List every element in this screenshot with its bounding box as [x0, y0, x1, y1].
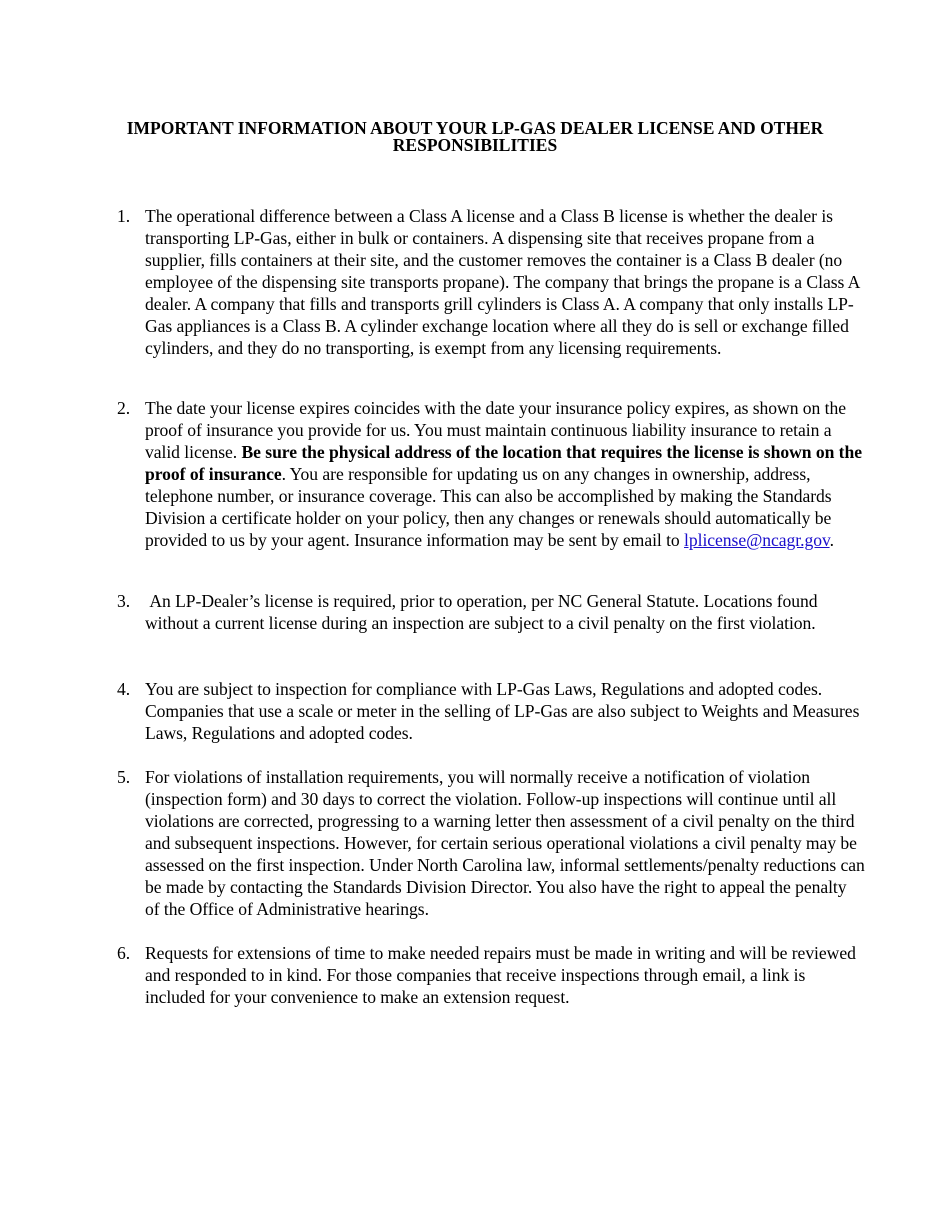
list-item	[117, 942, 865, 1008]
list-item	[117, 205, 865, 359]
item-number: 6.	[117, 943, 131, 963]
item-text-end: .	[829, 530, 834, 550]
item-number: 5.	[117, 767, 131, 787]
title-line-1: IMPORTANT INFORMATION ABOUT YOUR LP-GAS DEALER LICENSE AND OTHER	[126, 118, 824, 138]
item-text-emphasis: Be sure the physical address of the location that requires the license is shown on the proof of insurance	[145, 442, 862, 484]
document-title	[80, 120, 870, 154]
item-text: An LP-Dealer’s license is required, prior to operation, per NC General Statute. Locations found without a current license during an inspection are subject to a civil penalty on the first violation.	[145, 591, 822, 633]
item-text-intro: The date your license expires coincides with the date your insurance policy expires, as shown on the proof of insurance you provide for us. You must maintain continuous liability insurance to retain a valid license.	[145, 398, 846, 462]
title-line-2: RESPONSIBILITIES	[392, 135, 558, 155]
list-item	[117, 678, 865, 744]
item-number: 4.	[117, 679, 131, 699]
item-text: You are subject to inspection for compliance with LP-Gas Laws, Regulations and adopted codes. Companies that use a scale or meter in the selling of LP-Gas are also subject to Weights and Measures Laws, Regulations and adopted codes.	[145, 679, 860, 743]
item-number: 3.	[117, 591, 131, 611]
list-item	[117, 590, 865, 634]
item-number: 2.	[117, 398, 131, 418]
list-item	[117, 766, 865, 920]
item-text: The operational difference between a Class A license and a Class B license is whether the dealer is transporting LP-Gas, either in bulk or containers. A dispensing site that receives propane from a supplier, fills containers at their site, and the customer removes the container is a Class B dealer (no employee of the dispensing site transports propane). The company that brings the propane is a Class A dealer. A company that fills and transports grill cylinders is Class A. A company that only installs LP-Gas appliances is a Class B. A cylinder exchange location where all they do is sell or exchange filled cylinders, and they do no transporting, is exempt from any licensing requirements.	[145, 206, 860, 358]
item-text-body: . You are responsible for updating us on any changes in ownership, address, telephone number, or insurance coverage. This can also be accomplished by making the Standards Division a certificate holder on your policy, then any changes or renewals should automatically be provided to us by your agent. Insurance information may be sent by email to	[145, 464, 832, 550]
item-number: 1.	[117, 206, 131, 226]
item-text	[145, 397, 865, 551]
email-link[interactable]: lplicense@ncagr.gov	[684, 530, 830, 550]
item-text: For violations of installation requirements, you will normally receive a notification of violation (inspection form) and 30 days to correct the violation. Follow-up inspections will continue until all violations are corrected, progressing to a warning letter then assessment of a civil penalty on the third and subsequent inspections. However, for certain serious operational violations a civil penalty may be assessed on the first inspection. Under North Carolina law, informal settlements/penalty reductions can be made by contacting the Standards Division Director. You also have the right to appeal the penalty of the Office of Administrative hearings.	[145, 767, 865, 919]
list-item	[117, 397, 865, 551]
item-text: Requests for extensions of time to make needed repairs must be made in writing and will be reviewed and responded to in kind. For those companies that receive inspections through email, a link is included for your convenience to make an extension request.	[145, 943, 856, 1007]
